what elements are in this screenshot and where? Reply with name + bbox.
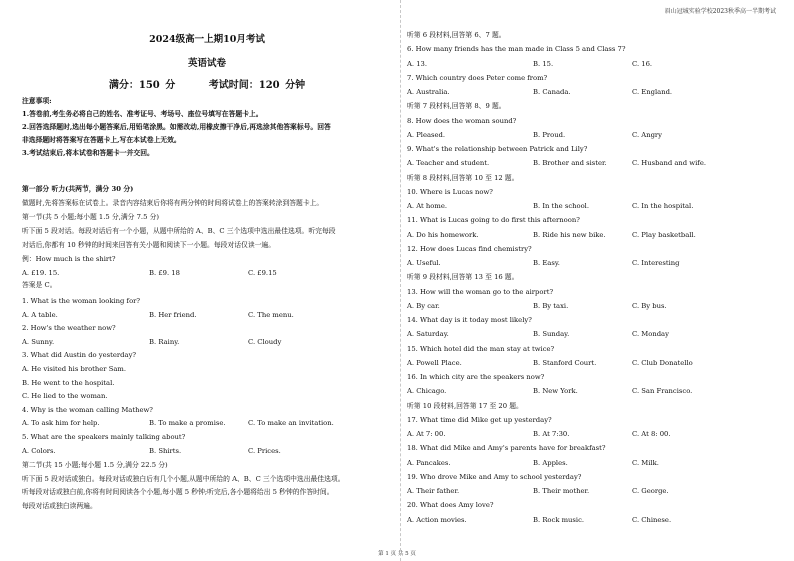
question: 6. How many friends has the man made in Class 5 and Class 7? — [407, 45, 626, 54]
question: 15. Which hotel did the man stay at twice? — [407, 344, 555, 353]
question: 19. Who drove Mike and Amy to school yesterday? — [407, 472, 582, 481]
section2-instructions: 听每段对话或独白前,你将有时间阅读各个小题,每小题 5 秒钟;听完后,各小题将给出 5 秒钟的作答时间。 — [22, 488, 334, 497]
answer-option: B. To make a promise. — [149, 419, 226, 428]
answer-option: C. He lied to the woman. — [22, 392, 108, 401]
answer-option: B. Sunday. — [533, 330, 570, 339]
answer-option: B. Ride his new bike. — [533, 230, 606, 239]
example-question: 例：How much is the shirt? — [22, 255, 116, 263]
answer-option: C. Interesting — [632, 259, 680, 267]
material-heading: 听第 6 段材料,回答第 6、7 题。 — [407, 31, 506, 39]
question: 12. How does Lucas find chemistry? — [407, 244, 532, 253]
answer-option: B. £9. 18 — [149, 269, 180, 277]
answer-option: B. Easy. — [533, 259, 560, 267]
answer-option: B. Proud. — [533, 130, 566, 139]
section1-instructions: 对话后,你都有 10 秒钟的时间来回答有关小题和阅读下一小题。每段对话仅读一遍。 — [22, 241, 276, 249]
answer-option: B. Rock music. — [533, 515, 585, 524]
answer-option: A. Pancakes. — [407, 458, 451, 467]
answer-option: C. The menu. — [248, 310, 294, 319]
answer-option: A. Teacher and student. — [407, 159, 490, 168]
note-line: 1.答卷前,考生务必将自己的姓名、准考证号、考场号、座位号填写在答题卡上。 — [22, 110, 263, 118]
answer-option: A. Their father. — [407, 487, 460, 495]
section2-instructions: 听下面 5 段对话或独白。每段对话或独白后有几个小题,从题中所给的 A、B、C 三个选项中选出最佳选项。 — [22, 474, 345, 483]
answer-option: C. At 8: 00. — [632, 430, 671, 438]
page-number: 第 1 页 共 5 页 — [378, 551, 416, 557]
answer-option: B. Rainy. — [149, 337, 180, 346]
answer-option: A. Sunny. — [22, 337, 55, 346]
answer-option: B. Canada. — [533, 88, 571, 96]
answer-option: C. Chinese. — [632, 515, 672, 524]
answer-option: A. Chicago. — [407, 387, 447, 396]
answer-option: A. At home. — [407, 202, 448, 210]
exam-time: 考试时间：120 分钟 — [208, 80, 306, 91]
column-divider — [400, 0, 402, 561]
answer-option: B. New York. — [533, 387, 578, 396]
question: 9. What's the relationship between Patrick and Lily? — [407, 145, 588, 153]
answer-option: C. Monday — [632, 330, 669, 339]
answer-option: C. To make an invitation. — [248, 419, 334, 428]
section1-title: 第一节(共 5 小题;每小题 1.5 分,满分 7.5 分) — [22, 213, 160, 221]
answer-option: B. Brother and sister. — [533, 159, 607, 168]
notes-title: 注意事项: — [22, 97, 52, 105]
answer-option: C. Club Donatello — [632, 358, 693, 367]
section1-instructions: 听下面 5 段对话。每段对话后有一个小题，从题中所给的 A、B、C 三个选项中选出最佳选项。听完每段 — [22, 227, 336, 235]
answer-option: B. Shirts. — [149, 446, 182, 455]
answer-option: A. Action movies. — [407, 515, 467, 524]
note-line: 3.考试结束后,将本试卷和答题卡一并交回。 — [22, 149, 154, 157]
answer-option: C. Milk. — [632, 458, 659, 467]
answer-option: A. Powell Place. — [407, 358, 462, 367]
question: 14. What day is it today most likely? — [407, 316, 532, 324]
answer-option: B. By taxi. — [533, 301, 569, 310]
answer-option: B. In the school. — [533, 202, 590, 210]
example-answer: 答案是 C。 — [22, 281, 57, 289]
score-time-line — [22, 76, 392, 91]
answer-option: B. Their mother. — [533, 487, 590, 495]
answer-option: C. Cloudy — [248, 337, 282, 346]
subject-title: 英语试卷 — [187, 58, 226, 69]
school-header: 眉山冠城实验学校2023秋季高一半期考试 — [664, 8, 776, 15]
answer-option: B. 15. — [533, 59, 554, 68]
question: 18. What did Mike and Amy's parents have for breakfast? — [407, 444, 606, 453]
exam-title: 2024级高一上期10月考试 — [149, 34, 265, 45]
full-score: 满分：150 分 — [108, 80, 176, 91]
answer-option: C. England. — [632, 88, 673, 96]
section2-instructions: 每段对话或独白读两遍。 — [22, 501, 97, 510]
answer-option: C. In the hospital. — [632, 202, 694, 210]
answer-option: A. He visited his brother Sam. — [22, 365, 127, 373]
question: 11. What is Lucas going to do first this afternoon? — [407, 216, 580, 225]
question: 13. How will the woman go to the airport? — [407, 287, 554, 296]
question: 4. Why is the woman calling Mathew? — [22, 405, 153, 414]
question: 10. Where is Lucas now? — [407, 187, 493, 196]
question: 2. How's the weather now? — [22, 324, 116, 333]
section2-title: 第二节(共 15 小题;每小题 1.5 分,满分 22.5 分) — [22, 461, 168, 470]
question: 17. What time did Mike get up yesterday? — [407, 415, 552, 424]
left-column — [22, 0, 392, 561]
answer-option: A. Pleased. — [407, 130, 446, 139]
answer-option: A. At 7: 00. — [407, 430, 446, 438]
material-heading: 听第 9 段材料,回答第 13 至 16 题。 — [407, 273, 519, 282]
answer-option: A. Saturday. — [407, 330, 449, 339]
answer-option: B. Apples. — [533, 458, 568, 467]
note-line: 非选择题时将答案写在答题卡上,写在本试卷上无效。 — [22, 136, 181, 144]
material-heading: 听第 7 段材料,回答第 8、9 题。 — [407, 102, 506, 111]
answer-option: A. 13. — [407, 59, 428, 68]
answer-option: A. £19. 15. — [22, 269, 60, 277]
material-heading: 听第 10 段材料,回答第 17 至 20 题。 — [407, 401, 523, 410]
answer-option: B. He went to the hospital. — [22, 378, 115, 387]
answer-option: C. 16. — [632, 59, 653, 68]
question: 8. How does the woman sound? — [407, 116, 517, 125]
question: 5. What are the speakers mainly talking about? — [22, 433, 186, 441]
question: 3. What did Austin do yesterday? — [22, 351, 137, 360]
answer-option: A. Do his homework. — [407, 230, 479, 239]
note-line: 2.回答选择题时,选出每小题答案后,用铅笔涂黑。如需改动,用橡皮擦干净后,再选涂其他答案标号。回答 — [22, 123, 331, 131]
answer-option: A. By car. — [407, 301, 440, 310]
answer-option: C. Angry — [632, 130, 663, 139]
part1-instructions: 做题时,先将答案标在试卷上。录音内容结束后你将有两分钟的时间将试卷上的答案转涂到答题卡上。 — [22, 199, 324, 207]
question: 20. What does Amy love? — [407, 501, 494, 510]
answer-option: A. Australia. — [407, 88, 450, 96]
answer-option: B. Her friend. — [149, 310, 197, 319]
answer-option: A. Colors. — [22, 446, 56, 455]
right-column — [407, 0, 777, 561]
answer-option: C. Husband and wife. — [632, 159, 706, 168]
answer-option: A. A table. — [22, 310, 58, 319]
answer-option: C. By bus. — [632, 301, 667, 310]
answer-option: C. Prices. — [248, 446, 281, 455]
material-heading: 听第 8 段材料,回答第 10 至 12 题。 — [407, 173, 519, 182]
question: 16. In which city are the speakers now? — [407, 373, 545, 381]
answer-option: A. Useful. — [407, 259, 441, 267]
answer-option: C. Play basketball. — [632, 230, 696, 239]
answer-option: B. Stanford Court. — [533, 358, 597, 367]
answer-option: C. George. — [632, 487, 669, 495]
question: 7. Which country does Peter come from? — [407, 73, 548, 82]
answer-option: B. At 7:30. — [533, 430, 570, 438]
answer-option: C. £9.15 — [248, 269, 277, 277]
answer-option: C. San Francisco. — [632, 387, 693, 396]
question: 1. What is the woman looking for? — [22, 297, 141, 305]
part1-title: 第一部分 听力(共两节，满分 30 分) — [22, 185, 134, 193]
answer-option: A. To ask him for help. — [22, 419, 100, 428]
